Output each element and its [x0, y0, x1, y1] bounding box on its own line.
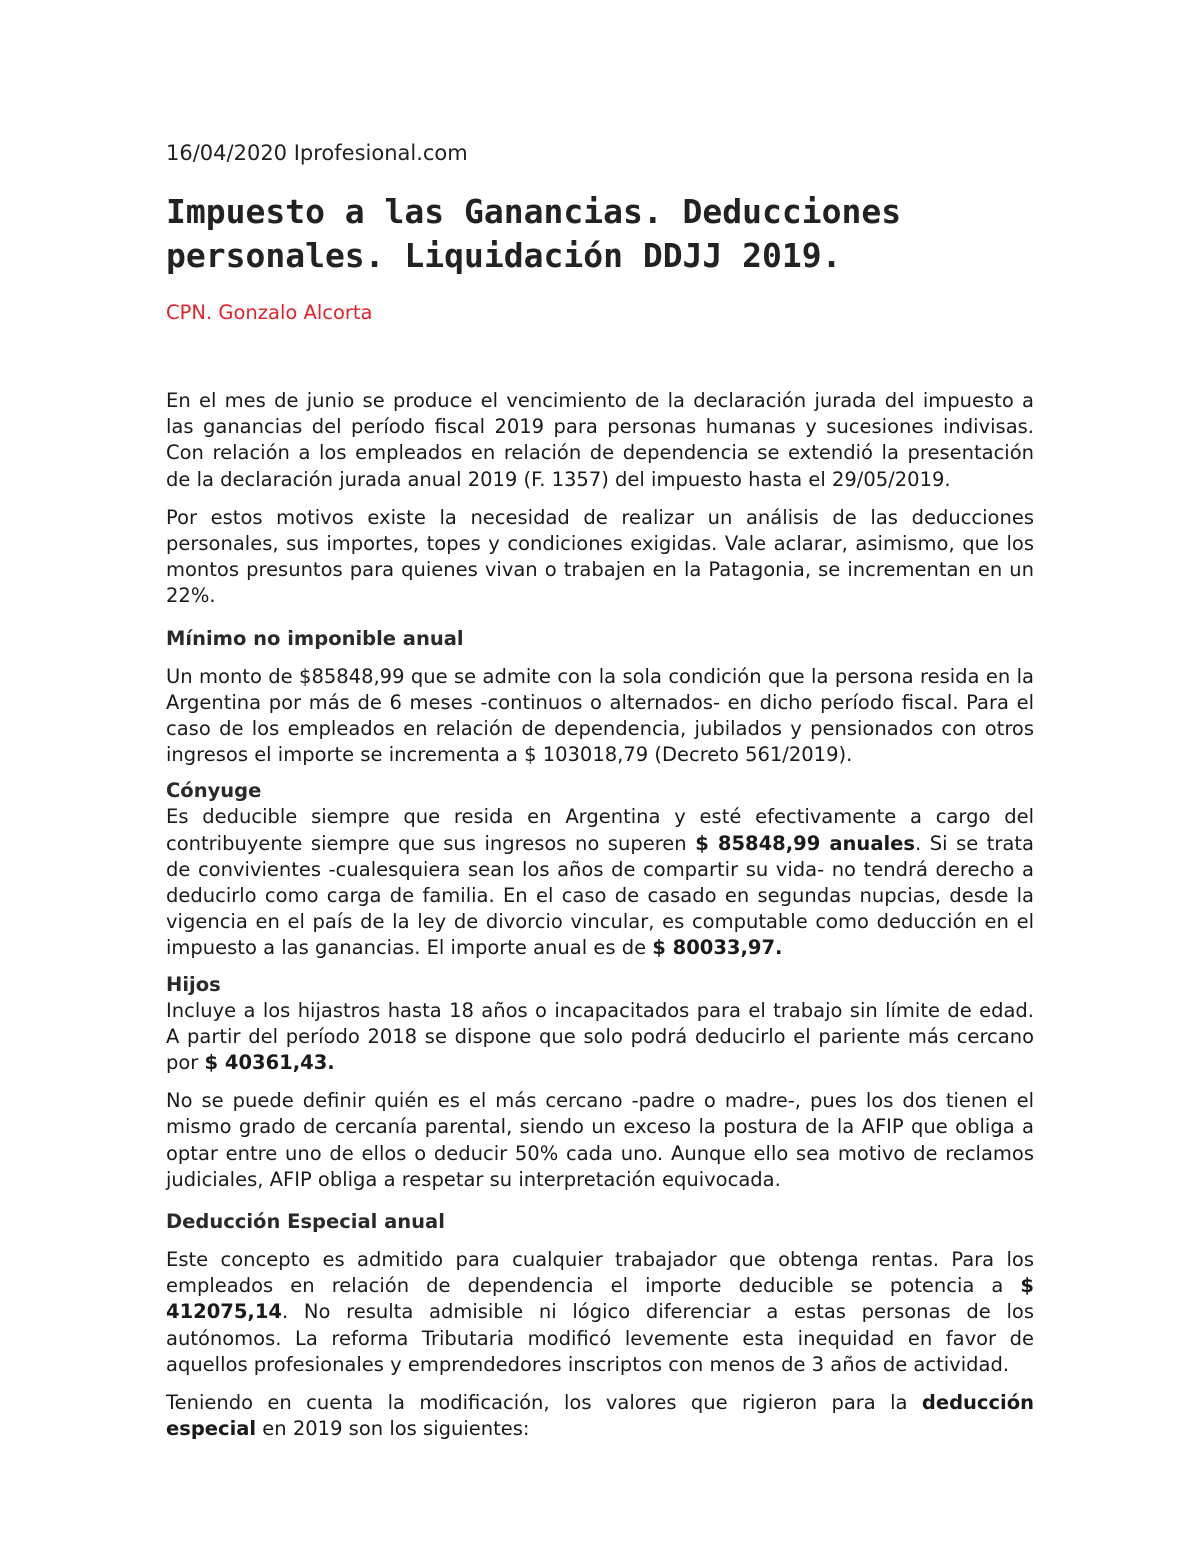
heading-minimo-no-imponible: Mínimo no imponible anual: [166, 626, 464, 650]
especial-text-a: Este concepto es admitido para cualquier trabajador que obtenga rentas. Para los empleados en relación de dependencia el importe deducible se potencia a: [166, 1248, 1034, 1298]
conyuge-amount-2: $ 80033,97.: [652, 936, 783, 960]
hijos-paragraph: [166, 998, 1034, 1077]
especial-paragraph: [166, 1247, 1034, 1378]
especial-paragraph-2: [166, 1390, 1034, 1442]
conyuge-text-a: Es deducible siempre que resida en Argentina y esté efectivamente a cargo del contribuyente siempre que sus ingresos no superen: [166, 805, 1034, 855]
minimo-paragraph: Un monto de $85848,99 que se admite con la sola condición que la persona resida en la Argentina por más de 6 meses -continuos o alternados- en dicho período fiscal. Para el caso de los empleados en relación de dependencia, jubilados y pensionados con otros ingresos el importe se incrementa a $ 103018,79 (Decreto 561/2019).: [166, 664, 1034, 767]
conyuge-amount-1: $ 85848,99 anuales: [695, 831, 915, 855]
especial-p2-text-a: Teniendo en cuenta la modificación, los valores que rigieron para la: [166, 1391, 922, 1415]
hijos-amount: $ 40361,43.: [204, 1051, 335, 1075]
date-source: 16/04/2020 Iprofesional.com: [166, 141, 468, 165]
article-title: Impuesto a las Ganancias. Deducciones personales. Liquidación DDJJ 2019.: [166, 192, 902, 275]
author-name: CPN. Gonzalo Alcorta: [166, 301, 373, 324]
heading-deduccion-especial: Deducción Especial anual: [166, 1210, 445, 1234]
hijos-paragraph-2: No se puede definir quién es el más cercano -padre o madre-, pues los dos tienen el mismo grado de cercanía parental, siendo un exceso la postura de la AFIP que obliga a optar entre uno de ellos o deducir 50% cada uno. Aunque ello sea motivo de reclamos judiciales, AFIP obliga a respetar su interpretación equivocada.: [166, 1089, 1034, 1191]
document-page: [166, 138, 1034, 1443]
intro-paragraph-2: Por estos motivos existe la necesidad de realizar un análisis de las deducciones personales, sus importes, topes y condiciones exigidas. Vale aclarar, asimismo, que los montos presuntos para quienes vivan o trabajen en la Patagonia, se incrementan en un 22%.: [166, 505, 1034, 608]
heading-conyuge: Cónyuge: [166, 779, 262, 803]
heading-hijos: Hijos: [166, 972, 221, 996]
especial-text-b: . No resulta admisible ni lógico diferenciar a estas personas de los autónomos. La reforma Tributaria modificó levemente esta inequidad en favor de aquellos profesionales y emprendedores inscriptos con menos de 3 años de actividad.: [166, 1300, 1034, 1376]
especial-amount: $ 412075,14: [166, 1274, 1034, 1324]
hijos-text-a: Incluye a los hijastros hasta 18 años o incapacitados para el trabajo sin límite de edad. A partir del período 2018 se dispone que solo podrá deducirlo el pariente más cercano por: [166, 998, 1034, 1075]
conyuge-paragraph: [166, 804, 1034, 961]
intro-paragraph-1: En el mes de junio se produce el vencimiento de la declaración jurada del impuesto a las ganancias del período fiscal 2019 para personas humanas y sucesiones indivisas. Con relación a los empleados en relación de dependencia se extendió la presentación de la declaración jurada anual 2019 (F. 1357) del impuesto hasta el 29/05/2019.: [166, 389, 1034, 491]
conyuge-text-b: . Si se trata de convivientes -cualesquiera sean los años de compartir su vida- no tendrá derecho a deducirlo como carga de familia. En el caso de casado en segundas nupcias, desde la vigencia en el país de la ley de divorcio vincular, es computable como deducción en el impuesto a las ganancias. El importe anual es de: [166, 831, 1034, 960]
especial-p2-text-b: en 2019 son los siguientes:: [256, 1417, 530, 1441]
especial-p2-bold: deducción especial: [166, 1391, 1034, 1441]
